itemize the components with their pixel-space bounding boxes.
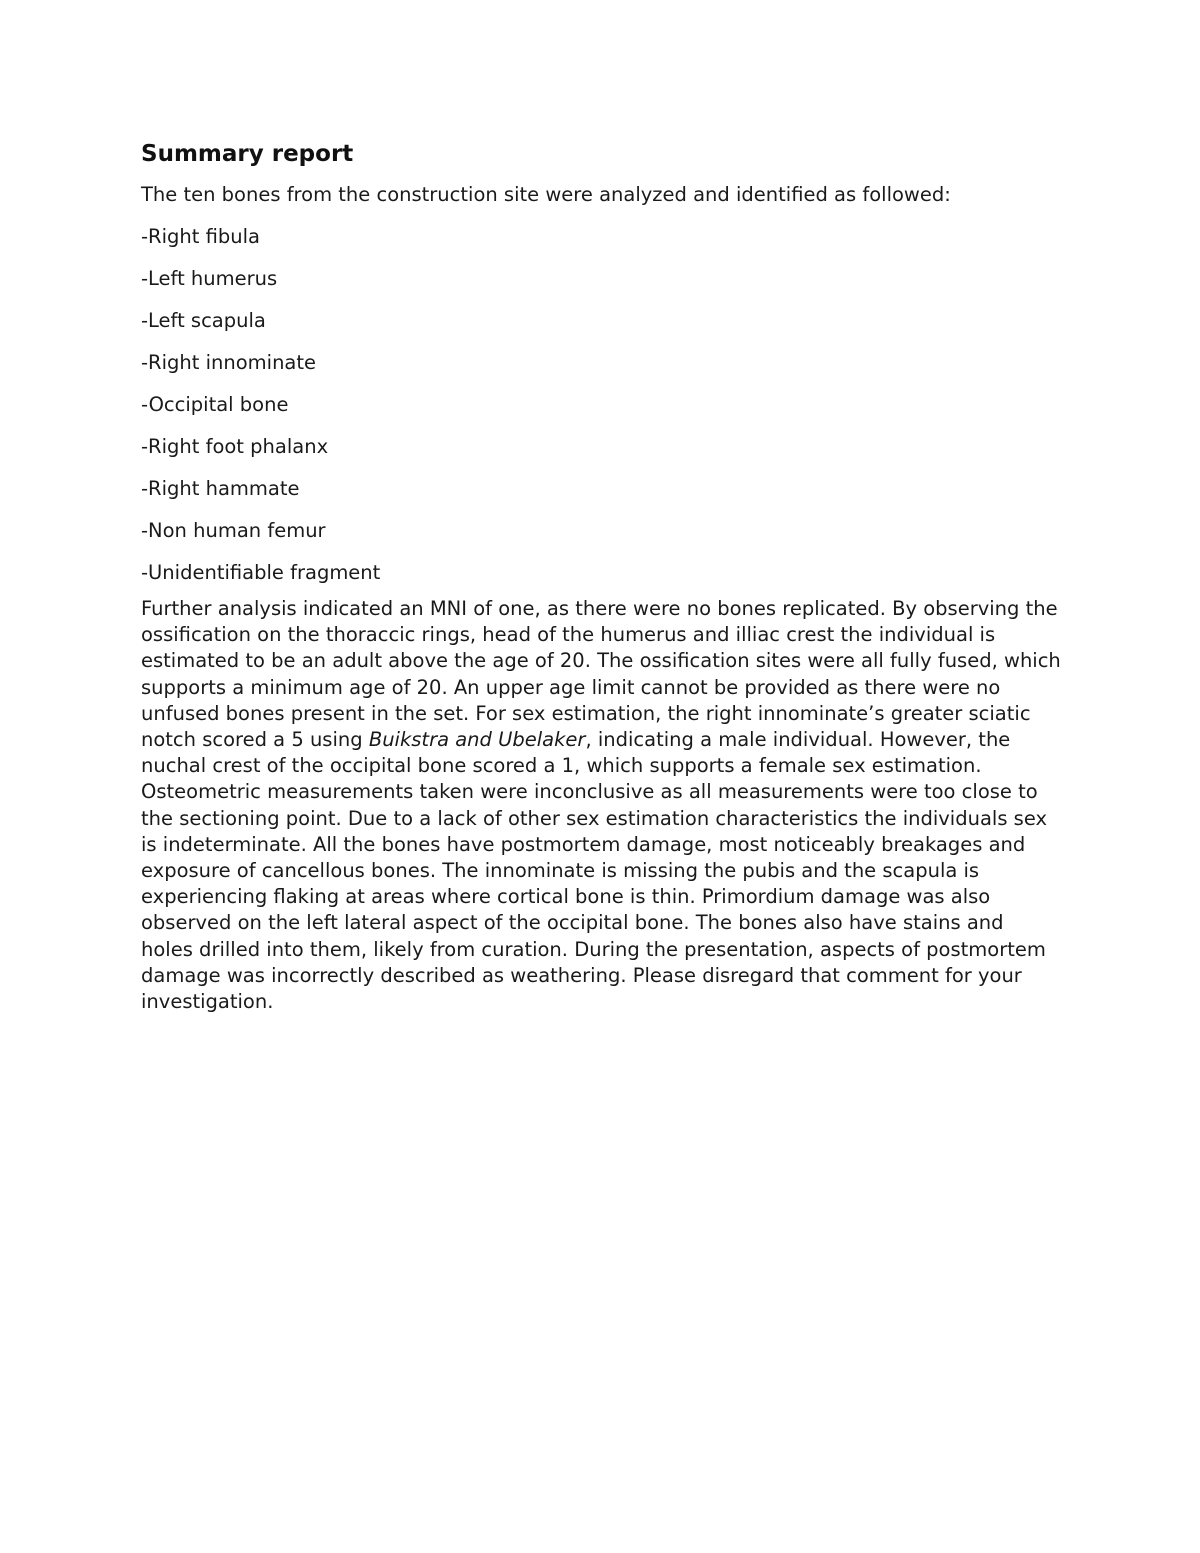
list-item: -Occipital bone xyxy=(141,393,289,416)
list-item: -Left scapula xyxy=(141,309,266,332)
page-title: Summary report xyxy=(141,141,354,167)
list-item: -Right fibula xyxy=(141,225,260,248)
list-item: -Right hammate xyxy=(141,477,300,500)
list-item: -Right foot phalanx xyxy=(141,435,329,458)
intro-paragraph: The ten bones from the construction site were analyzed and identified as followed: xyxy=(141,183,951,206)
list-item: -Non human femur xyxy=(141,519,326,542)
citation-text: Buikstra and Ubelaker xyxy=(368,728,586,752)
analysis-text-part-1: Further analysis indicated an MNI of one, as there were no bones replicated. By observing the ossification on the thoraccic rings, head of the humerus and illiac crest the individual is estimated to be an adult above the age of 20. The ossification sites were all fully fused, which supports a minimum age of 20. An upper age limit cannot be provided as there were no unfused bones present in the set. For sex estimation, the right innominate’s greater sciatic notch scored a 5 using xyxy=(141,597,1061,752)
document-content xyxy=(141,138,1061,1015)
list-item: -Unidentifiable fragment xyxy=(141,561,381,584)
analysis-paragraph xyxy=(141,596,1061,1015)
bone-list xyxy=(141,224,1061,586)
analysis-text-part-2: , indicating a male individual. However, the nuchal crest of the occipital bone scored a 1, which supports a female sex estimation. Osteometric measurements taken were inconclusive as all measurements were too close to the sectioning point. Due to a lack of other sex estimation characteristics the individuals sex is indeterminate. All the bones have postmortem damage, most noticeably breakages and exposure of cancellous bones. The innominate is missing the pubis and the scapula is experiencing flaking at areas where cortical bone is thin. Primordium damage was also observed on the left lateral aspect of the occipital bone. The bones also have stains and holes drilled into them, likely from curation. During the presentation, aspects of postmortem damage was incorrectly described as weathering. Please disregard that comment for your investigation. xyxy=(141,728,1048,1014)
list-item: -Left humerus xyxy=(141,267,278,290)
list-item: -Right innominate xyxy=(141,351,317,374)
